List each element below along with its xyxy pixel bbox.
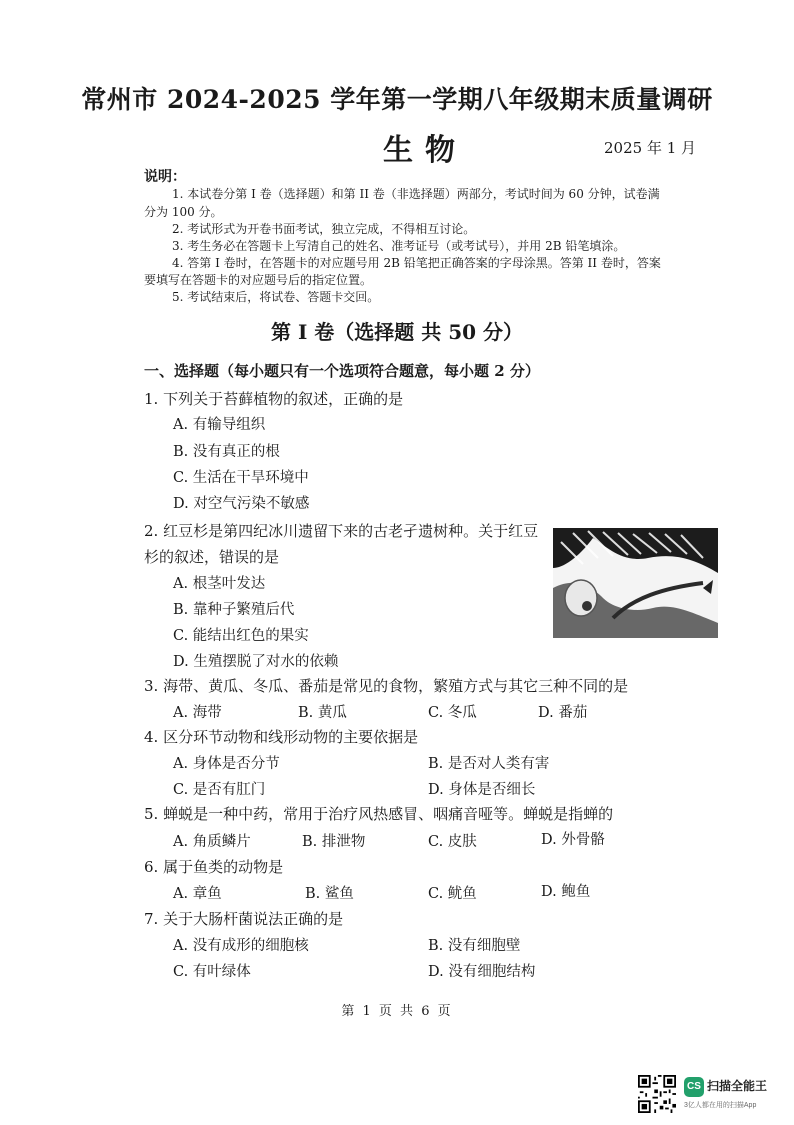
camscanner-logo-icon: CS — [684, 1077, 704, 1097]
note-line-1-cont: 分为 100 分。 — [144, 205, 223, 219]
question-3-option-a: A. 海带 — [173, 705, 222, 721]
question-2-stem: 2. 红豆杉是第四纪冰川遗留下来的古老孑遗树种。关于红豆 — [144, 522, 539, 540]
question-2-option-c: C. 能结出红色的果实 — [173, 628, 309, 644]
page-number: 第 1 页 共 6 页 — [341, 1004, 453, 1019]
exam-title: 常州市 2024-2025 学年第一学期八年级期末质量调研 — [81, 85, 713, 114]
note-line-2: 2. 考试形式为开卷书面考试，独立完成，不得相互讨论。 — [172, 222, 476, 236]
yew-branch-photo — [553, 528, 718, 638]
question-7-option-b: B. 没有细胞壁 — [428, 938, 521, 954]
question-5-option-b: B. 排泄物 — [302, 834, 366, 850]
question-7-option-d: D. 没有细胞结构 — [428, 964, 536, 980]
scanner-app-name: 扫描全能王 — [707, 1079, 768, 1093]
note-line-5: 5. 考试结束后，将试卷、答题卡交回。 — [172, 290, 380, 304]
question-5-option-a: A. 角质鳞片 — [173, 834, 251, 850]
question-5-option-d: D. 外骨骼 — [541, 832, 605, 848]
question-3-option-d: D. 番茄 — [538, 705, 588, 721]
question-6-option-a: A. 章鱼 — [173, 886, 222, 902]
question-7-option-c: C. 有叶绿体 — [173, 964, 251, 980]
question-5-option-c: C. 皮肤 — [428, 834, 477, 850]
question-6-option-c: C. 鱿鱼 — [428, 886, 477, 902]
question-1-option-c: C. 生活在干旱环境中 — [173, 470, 309, 486]
question-6-option-d: D. 鲍鱼 — [541, 884, 591, 900]
question-4-stem: 4. 区分环节动物和线形动物的主要依据是 — [144, 728, 419, 746]
question-2-option-b: B. 靠种子繁殖后代 — [173, 602, 295, 618]
question-2-option-d: D. 生殖摆脱了对水的依赖 — [173, 654, 339, 670]
note-line-4: 4. 答第 I 卷时，在答题卡的对应题号用 2B 铅笔把正确答案的字母涂黑。答第 II 卷时，答案 — [172, 256, 661, 270]
question-3-stem: 3. 海带、黄瓜、冬瓜、番茄是常见的食物，繁殖方式与其它三种不同的是 — [144, 677, 629, 695]
exam-date: 2025 年 1 月 — [604, 139, 697, 157]
question-4-option-b: B. 是否对人类有害 — [428, 756, 550, 772]
scanner-app-slogan: 3亿人都在用的扫描App — [684, 1102, 757, 1109]
question-1-option-a: A. 有输导组织 — [173, 417, 266, 433]
section-title: 第 I 卷（选择题 共 50 分） — [270, 320, 523, 344]
notes-heading: 说明： — [144, 169, 186, 185]
question-4-option-a: A. 身体是否分节 — [173, 756, 280, 772]
qr-code-icon — [638, 1075, 676, 1113]
note-line-4-cont: 要填写在答题卡的对应题号后的指定位置。 — [144, 273, 373, 287]
question-1-option-d: D. 对空气污染不敏感 — [173, 496, 310, 512]
question-3-option-b: B. 黄瓜 — [298, 705, 347, 721]
question-4-option-c: C. 是否有肛门 — [173, 782, 266, 798]
question-3-option-c: C. 冬瓜 — [428, 705, 477, 721]
question-1-stem: 1. 下列关于苔藓植物的叙述，正确的是 — [144, 390, 404, 408]
question-2-option-a: A. 根茎叶发达 — [173, 576, 266, 592]
question-1-option-b: B. 没有真正的根 — [173, 444, 280, 460]
question-6-stem: 6. 属于鱼类的动物是 — [144, 858, 284, 876]
question-5-stem: 5. 蝉蜕是一种中药，常用于治疗风热感冒、咽痛音哑等。蝉蜕是指蝉的 — [144, 805, 614, 823]
question-7-stem: 7. 关于大肠杆菌说法正确的是 — [144, 910, 344, 928]
question-2-stem-cont: 杉的叙述，错误的是 — [144, 548, 280, 566]
question-6-option-b: B. 鲨鱼 — [305, 886, 354, 902]
question-4-option-d: D. 身体是否细长 — [428, 782, 536, 798]
part-heading: 一、选择题（每小题只有一个选项符合题意，每小题 2 分） — [144, 362, 540, 380]
note-line-1: 1. 本试卷分第 I 卷（选择题）和第 II 卷（非选择题）两部分，考试时间为 60 分钟，试卷满 — [172, 187, 660, 201]
question-7-option-a: A. 没有成形的细胞核 — [173, 938, 309, 954]
subject-title: 生物 — [383, 133, 467, 168]
note-line-3: 3. 考生务必在答题卡上写清自己的姓名、准考证号（或考试号），并用 2B 铅笔填涂。 — [172, 239, 626, 253]
